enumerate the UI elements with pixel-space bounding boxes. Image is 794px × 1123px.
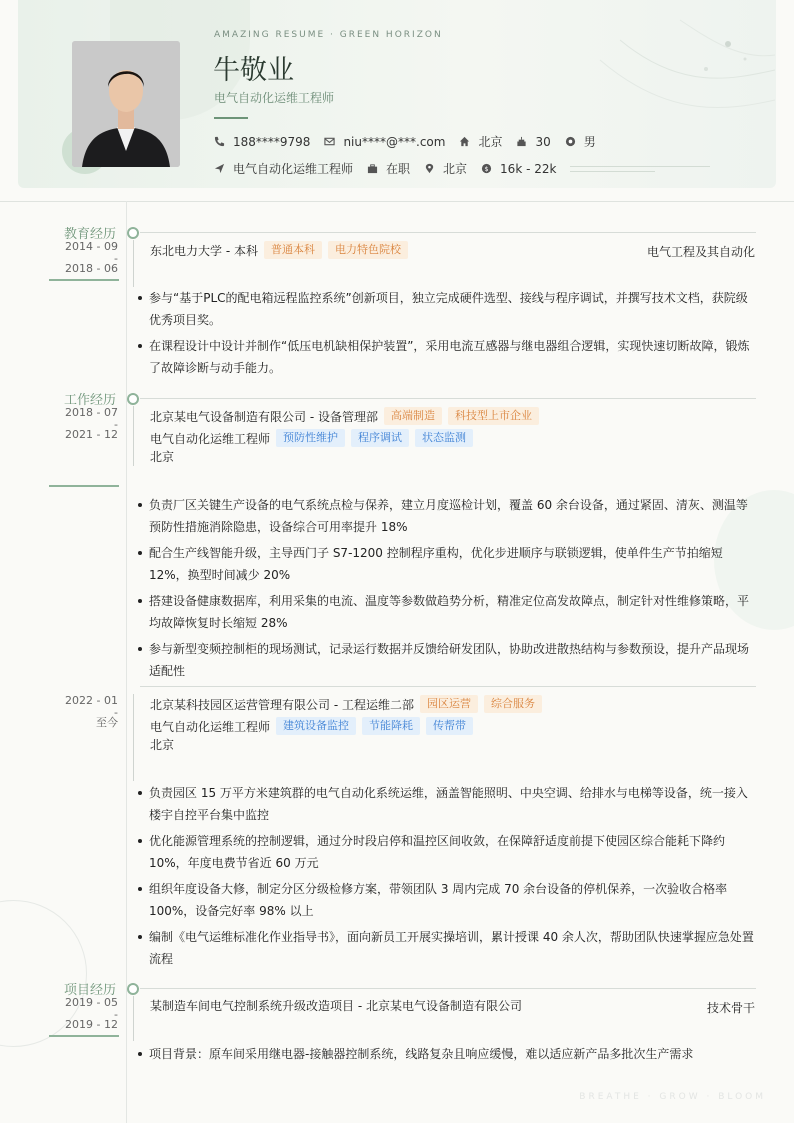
- job-intent-row: [214, 160, 570, 177]
- location-icon: [424, 163, 435, 174]
- project-rule: [140, 988, 756, 989]
- project-name-row: [150, 997, 522, 1014]
- job2-city-text: 北京: [150, 738, 175, 752]
- header-deco-line-2: [570, 171, 655, 172]
- list-item: 在课程设计中设计并制作“低压电机缺相保护装置”，采用电流互感器与继电器组合逻辑，实现快速切断故障，锻炼了故障诊断与动手能力。: [138, 335, 756, 379]
- job1-date-sep: -: [114, 418, 118, 431]
- education-node: [127, 227, 139, 239]
- project-date-end: 2019 - 12: [65, 1018, 118, 1031]
- job2-company-row: [150, 695, 542, 713]
- intent-position-text: 电气自动化运维工程师: [233, 162, 354, 176]
- project-date-sep: -: [114, 1008, 118, 1021]
- job2-entry-line: [133, 694, 134, 781]
- job2-company-tag: 综合服务: [484, 695, 542, 713]
- city-text: 北京: [478, 135, 503, 149]
- work-underline: [49, 485, 119, 487]
- education-section-title: 教育经历: [63, 227, 116, 242]
- email-text: niu****@***.com: [343, 134, 446, 149]
- job1-city-text: 北京: [150, 450, 175, 464]
- education-bullets: [138, 287, 756, 383]
- job2-date-end: 至今: [96, 716, 118, 729]
- education-date-sep: -: [114, 252, 118, 265]
- project-date-start: 2019 - 05: [65, 996, 118, 1009]
- header-curves: [560, 0, 780, 190]
- candidate-name: 牛敬业: [213, 55, 294, 86]
- age-text: 30: [535, 134, 551, 149]
- list-item: 优化能源管理系统的控制逻辑，通过分时段启停和温控区间收敛，在保障舒适度前提下使园区综合能耗下降约 10%，年度电费节省近 60 万元: [138, 830, 756, 874]
- intent-city-text: 北京: [443, 162, 468, 176]
- education-underline: [49, 279, 119, 281]
- education-date-start: 2014 - 09: [65, 240, 118, 253]
- job1-company-tag: 高端制造: [384, 407, 442, 425]
- contact-row: [214, 133, 610, 150]
- education-school: 东北电力大学 - 本科: [150, 243, 258, 258]
- footer-watermark: BREATHE · GROW · BLOOM: [579, 1092, 766, 1102]
- list-item: 编制《电气运维标准化作业指导书》，面向新员工开展实操培训，累计授课 40 余人次，帮助团队快速掌握应急处置流程: [138, 926, 756, 970]
- job1-date-start: 2018 - 07: [65, 406, 118, 419]
- title-divider: [214, 117, 248, 119]
- home-icon: [459, 136, 470, 147]
- intent-salary-text: 16k - 22k: [500, 161, 557, 176]
- job1-position-tag: 状态监测: [415, 429, 473, 447]
- education-major: 电气工程及其自动化: [646, 245, 755, 259]
- phone-icon: [214, 136, 225, 147]
- job1-company-row: [150, 407, 539, 425]
- job1-city: [150, 448, 174, 465]
- work-node: [127, 393, 139, 405]
- project-underline: [49, 1035, 119, 1037]
- list-item: 配合生产线智能升级，主导西门子 S7-1200 控制程序重构，优化步进顺序与联锁逻辑，使单件生产节拍缩短 12%，换型时间减少 20%: [138, 542, 756, 586]
- list-item: 参与新型变频控制柜的现场测试，记录运行数据并反馈给研发团队，协助改进散热结构与参数预设，提升产品现场适配性: [138, 638, 756, 682]
- education-rule: [140, 232, 756, 233]
- timeline-axis: [126, 201, 127, 1123]
- job2-position-tag: 传帮带: [426, 717, 473, 735]
- contact-city: [459, 133, 502, 150]
- project-role: 技术骨干: [706, 1001, 755, 1015]
- salary-icon: [481, 163, 492, 174]
- job2-city: [150, 736, 174, 753]
- cake-icon: [516, 136, 527, 147]
- intent-city: [424, 160, 467, 177]
- education-tag: 电力特色院校: [328, 241, 408, 259]
- project-section-title: 项目经历: [63, 983, 116, 998]
- header-divider: [0, 201, 794, 202]
- candidate-subtitle: 电气自动化运维工程师: [214, 91, 335, 105]
- list-item: 搭建设备健康数据库，利用采集的电流、温度等参数做趋势分析，精准定位高发故障点，制定针对性维修策略，平均故障恢复时长缩短 28%: [138, 590, 756, 634]
- list-item: 组织年度设备大修，制定分区分级检修方案，带领团队 3 周内完成 70 余台设备的停机保养，一次验收合格率 100%，设备完好率 98% 以上: [138, 878, 756, 922]
- work-section-title: 工作经历: [63, 393, 116, 408]
- avatar: [72, 41, 180, 167]
- job2-position-row: [150, 717, 473, 735]
- job1-bullets: [138, 494, 756, 686]
- education-tag: 普通本科: [264, 241, 322, 259]
- job1-position: 电气自动化运维工程师: [150, 431, 271, 446]
- job2-rule: [140, 686, 756, 687]
- intent-status-text: 在职: [386, 162, 411, 176]
- briefcase-icon: [367, 163, 378, 174]
- intent-salary: [481, 162, 556, 176]
- job1-position-tag: 预防性维护: [276, 429, 345, 447]
- list-item: 参与“基于PLC的配电箱远程监控系统”创新项目，独立完成硬件选型、接线与程序调试，并撰写技术文档，获院级优秀项目奖。: [138, 287, 756, 331]
- list-item: 项目背景：原车间采用继电器-接触器控制系统，线路复杂且响应缓慢，难以适应新产品多批次生产需求: [138, 1043, 756, 1065]
- contact-age: [516, 135, 550, 149]
- project-entry-line: [133, 996, 134, 1041]
- contact-email: [324, 135, 445, 149]
- send-icon: [214, 163, 225, 174]
- contact-gender: [565, 133, 596, 150]
- education-date-end: 2018 - 06: [65, 262, 118, 275]
- project-name: 某制造车间电气控制系统升级改造项目 - 北京某电气设备制造有限公司: [150, 999, 522, 1013]
- job1-company: 北京某电气设备制造有限公司 - 设备管理部: [150, 409, 378, 424]
- gender-text: 男: [583, 135, 596, 149]
- job2-position-tag: 节能降耗: [362, 717, 420, 735]
- work-rule: [140, 398, 756, 399]
- resume-tagline: AMAZING RESUME · GREEN HORIZON: [214, 30, 443, 40]
- job1-position-row: [150, 429, 473, 447]
- gender-icon: [565, 136, 576, 147]
- intent-status: [367, 160, 410, 177]
- job2-position-tag: 建筑设备监控: [276, 717, 356, 735]
- education-school-row: [150, 241, 408, 259]
- job2-date-start: 2022 - 01: [65, 694, 118, 707]
- job1-date-end: 2021 - 12: [65, 428, 118, 441]
- job2-company-tag: 园区运营: [420, 695, 478, 713]
- svg-text:$: $: [484, 164, 489, 173]
- list-item: 负责厂区关键生产设备的电气系统点检与保养，建立月度巡检计划，覆盖 60 余台设备，通过紧固、清灰、测温等预防性措施消除隐患，设备综合可用率提升 18%: [138, 494, 756, 538]
- job2-position: 电气自动化运维工程师: [150, 719, 271, 734]
- phone-text: 188****9798: [233, 134, 311, 149]
- contact-phone: [214, 135, 310, 149]
- mail-icon: [324, 136, 335, 147]
- project-bullets: [138, 1043, 756, 1069]
- header-deco-line: [570, 166, 710, 167]
- job2-date-sep: -: [114, 706, 118, 719]
- education-entry-line: [133, 240, 134, 287]
- job2-bullets: [138, 782, 756, 974]
- job1-company-tag: 科技型上市企业: [448, 407, 539, 425]
- intent-position: [214, 160, 353, 177]
- job1-position-tag: 程序调试: [351, 429, 409, 447]
- list-item: 负责园区 15 万平方米建筑群的电气自动化系统运维，涵盖智能照明、中央空调、给排水与电梯等设备，统一接入楼宇自控平台集中监控: [138, 782, 756, 826]
- project-node: [127, 983, 139, 995]
- job1-entry-line: [133, 406, 134, 466]
- job2-company: 北京某科技园区运营管理有限公司 - 工程运维二部: [150, 697, 414, 712]
